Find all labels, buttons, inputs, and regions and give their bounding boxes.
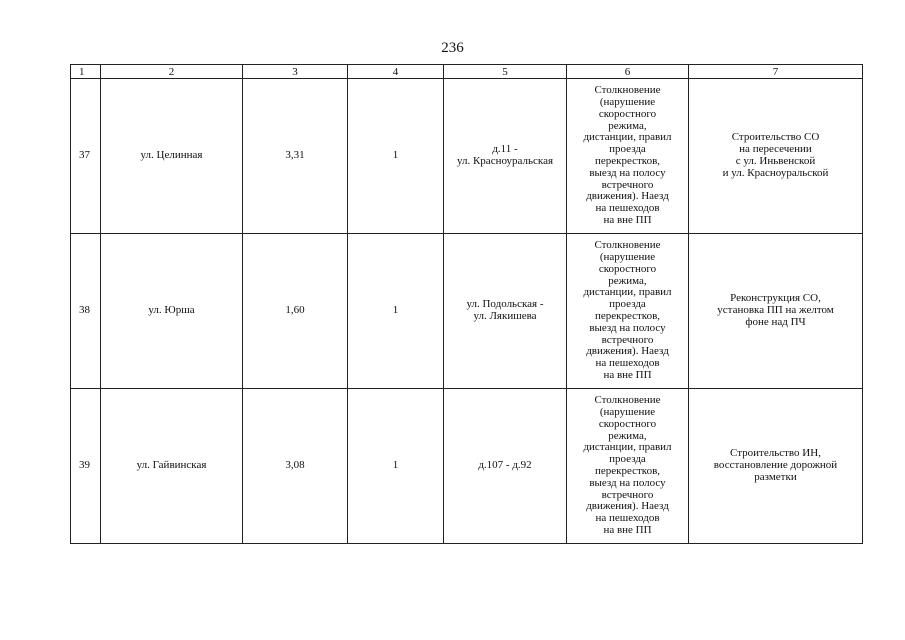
column-header-1: 1 [71, 65, 101, 79]
row-number: 38 [71, 234, 101, 389]
table-header-row [71, 65, 863, 79]
page-number: 236 [441, 40, 464, 56]
road-length: 3,08 [243, 389, 348, 544]
document-table [70, 64, 863, 544]
incident-count: 1 [348, 389, 444, 544]
column-header-3: 3 [243, 65, 348, 79]
table-row [71, 389, 863, 544]
road-section: д.107 - д.92 [444, 389, 567, 544]
street-name: ул. Целинная [101, 79, 243, 234]
table-row [71, 79, 863, 234]
planned-measures: Реконструкция СО, установка ПП на желтом фоне над ПЧ [689, 234, 863, 389]
planned-measures: Строительство СО на пересечении с ул. Иньвенской и ул. Красноуральской [689, 79, 863, 234]
incident-count: 1 [348, 79, 444, 234]
column-header-5: 5 [444, 65, 567, 79]
row-number: 39 [71, 389, 101, 544]
road-length: 3,31 [243, 79, 348, 234]
column-header-2: 2 [101, 65, 243, 79]
incident-cause: Столкновение (нарушение скоростного режима, дистанции, правил проезда перекрестков, выезд на полосу встречного движения). Наезд на пешеходов на вне ПП [567, 79, 689, 234]
street-name: ул. Юрша [101, 234, 243, 389]
table-row [71, 234, 863, 389]
incident-cause: Столкновение (нарушение скоростного режима, дистанции, правил проезда перекрестков, выезд на полосу встречного движения). Наезд на пешеходов на вне ПП [567, 389, 689, 544]
row-number: 37 [71, 79, 101, 234]
street-name: ул. Гайвинская [101, 389, 243, 544]
road-length: 1,60 [243, 234, 348, 389]
column-header-6: 6 [567, 65, 689, 79]
column-header-7: 7 [689, 65, 863, 79]
planned-measures: Строительство ИН, восстановление дорожной разметки [689, 389, 863, 544]
column-header-4: 4 [348, 65, 444, 79]
incident-cause: Столкновение (нарушение скоростного режима, дистанции, правил проезда перекрестков, выезд на полосу встречного движения). Наезд на пешеходов на вне ПП [567, 234, 689, 389]
road-section: ул. Подольская - ул. Лякишева [444, 234, 567, 389]
road-section: д.11 - ул. Красноуральская [444, 79, 567, 234]
incident-count: 1 [348, 234, 444, 389]
